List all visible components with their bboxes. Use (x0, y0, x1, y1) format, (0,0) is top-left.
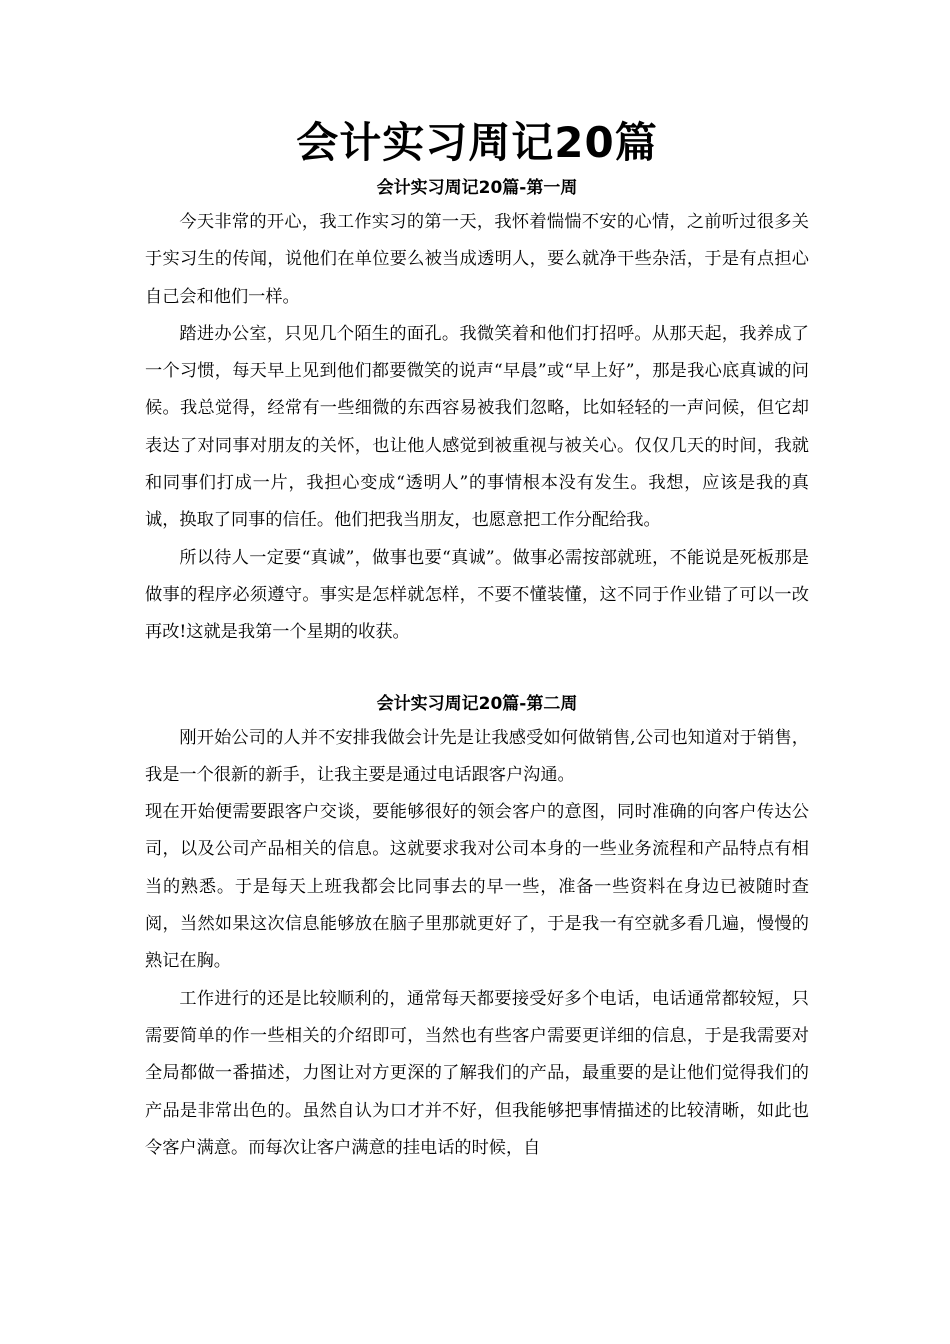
section-heading: 会计实习周记20篇-第二周 (376, 693, 578, 714)
document-page (145, 112, 809, 1167)
section-week-1 (145, 176, 809, 652)
paragraph: 刚开始公司的人并不安排我做会计先是让我感受如何做销售,公司也知道对于销售，我是一个很新的新手，让我主要是通过电话跟客户沟通。 (145, 727, 809, 785)
paragraph: 踏进办公室，只见几个陌生的面孔。我微笑着和他们打招呼。从那天起，我养成了一个习惯，每天早上见到他们都要微笑的说声“早晨”或“早上好”，那是我心底真诚的问候。我总觉得，经常有一些细微的东西容易被我们忽略，比如轻轻的一声问候，但它却表达了对同事对朋友的关怀，也让他人感觉到被重视与被关心。仅仅几天的时间，我就和同事们打成一片，我担心变成“透明人”的事情根本没有发生。我想，应该是我的真诚，换取了同事的信任。他们把我当朋友，也愿意把工作分配给我。 (145, 323, 809, 531)
paragraph: 现在开始便需要跟客户交谈，要能够很好的领会客户的意图，同时准确的向客户传达公司，以及公司产品相关的信息。这就要求我对公司本身的一些业务流程和产品特点有相当的熟悉。于是每天上班我都会比同事去的早一些，准备一些资料在身边已被随时查阅，当然如果这次信息能够放在脑子里那就更好了，于是我一有空就多看几遍，慢慢的熟记在胸。 (145, 802, 809, 972)
section-heading: 会计实习周记20篇-第一周 (376, 178, 578, 198)
document-title: 会计实习周记20篇 (296, 118, 658, 167)
section-week-2 (145, 692, 809, 1168)
section-spacer (145, 652, 809, 692)
paragraph: 所以待人一定要“真诚”，做事也要“真诚”。做事必需按部就班，不能说是死板那是做事的程序必须遵守。事实是怎样就怎样，不要不懂装懂，这不同于作业错了可以一改再改!这就是我第一个星期的收获。 (145, 547, 809, 643)
paragraph: 今天非常的开心，我工作实习的第一天，我怀着惴惴不安的心情，之前听过很多关于实习生的传闻，说他们在单位要么被当成透明人，要么就净干些杂活，于是有点担心自己会和他们一样。 (145, 212, 809, 307)
paragraph: 工作进行的还是比较顺利的，通常每天都要接受好多个电话，电话通常都较短，只需要简单的作一些相关的介绍即可，当然也有些客户需要更详细的信息，于是我需要对全局都做一番描述，力图让对方更深的了解我们的产品，最重要的是让他们觉得我们的产品是非常出色的。虽然自认为口才并不好，但我能够把事情描述的比较清晰，如此也令客户满意。而每次让客户满意的挂电话的时候，自 (145, 988, 809, 1158)
